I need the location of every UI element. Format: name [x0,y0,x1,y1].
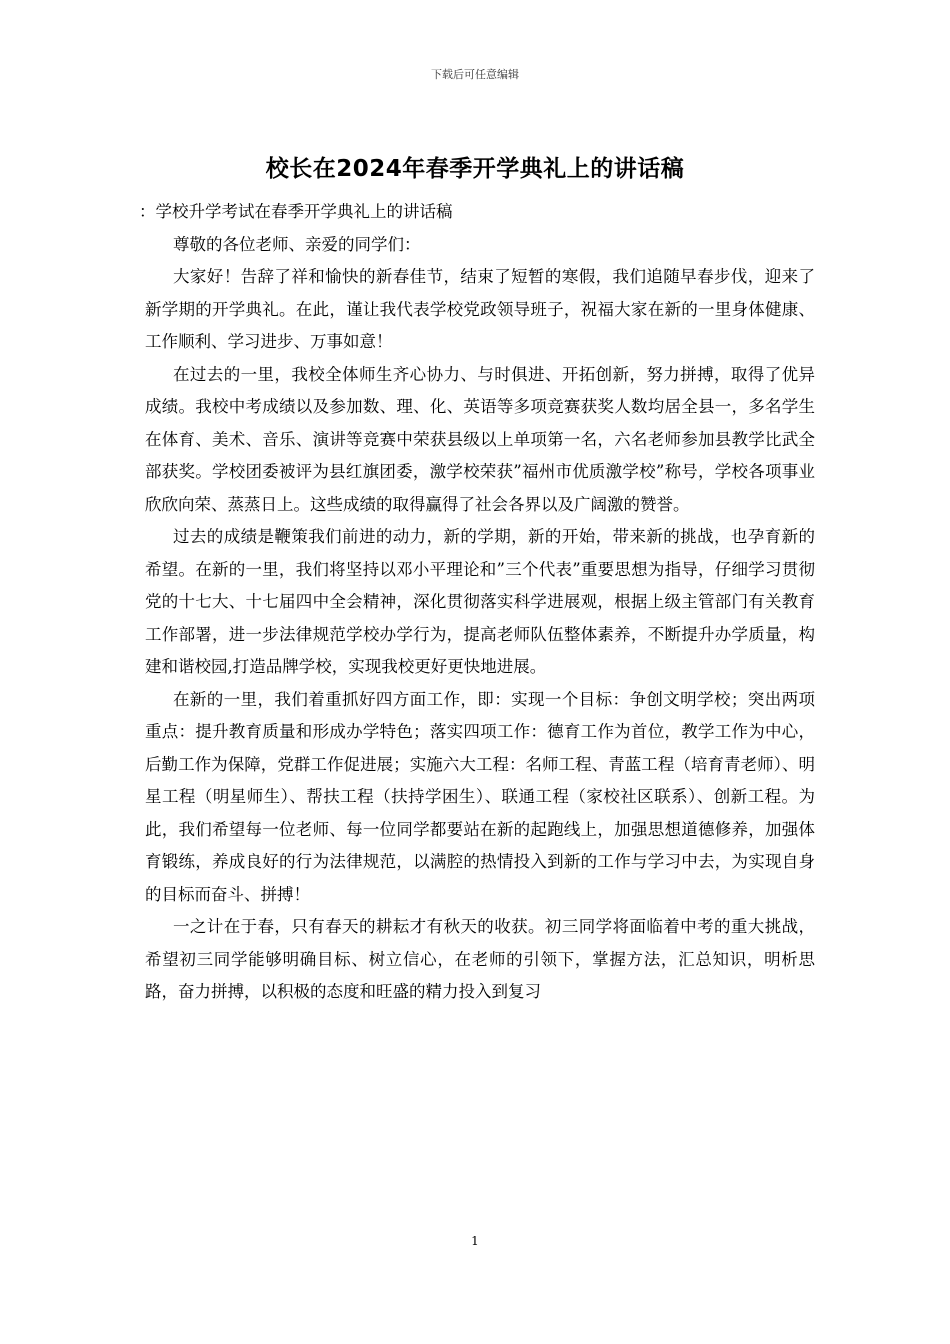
new-semester-paragraph: 过去的成绩是鞭策我们前进的动力，新的学期，新的开始，带来新的挑战，也孕育新的希望。在新的一里，我们将坚持以邓小平理论和”三个代表”重要思想为指导，仔细学习贯彻党的十七大、十七届四中全会精神，深化贯彻落实科学进展观，根据上级主管部门有关教育工作部署，进一步法律规范学校办学行为，提高老师队伍整体素养，不断提升办学质量，构建和谐校园,打造品牌学校，实现我校更好更快地进展。 [145,527,815,676]
greeting-paragraph: 大家好！告辞了祥和愉快的新春佳节，结束了短暂的寒假，我们追随早春步伐，迎来了新学期的开学典礼。在此，谨让我代表学校党政领导班子，祝福大家在新的一里身体健康、工作顺利、学习进步、万事如意！ [145,267,815,351]
spring-paragraph: 一之计在于春，只有春天的耕耘才有秋天的收获。初三同学将面临着中考的重大挑战，希望初三同学能够明确目标、树立信心，在老师的引领下，掌握方法，汇总知识，明析思路，奋力拼搏，以积极的态度和旺盛的精力投入到复习 [145,917,815,1001]
document-subtitle: ：学校升学考试在春季开学典礼上的讲话稿 [139,202,453,221]
work-plan-paragraph: 在新的一里，我们着重抓好四方面工作，即：实现一个目标：争创文明学校；突出两项重点：提升教育质量和形成办学特色；落实四项工作：德育工作为首位，教学工作为中心，后勤工作为保障，党群工作促进展；实施六大工程：名师工程、青蓝工程（培育青老师）、明星工程（明星师生）、帮扶工程（扶持学困生）、联通工程（家校社区联系）、创新工程。为此，我们希望每一位老师、每一位同学都要站在新的起跑线上，加强思想道德修养，加强体育锻练，养成良好的行为法律规范，以满腔的热情投入到新的工作与学习中去，为实现自身的目标而奋斗、拼搏！ [145,689,815,904]
salutation-paragraph: 尊敬的各位老师、亲爱的同学们： [173,234,421,254]
document-title: 校长在2024年春季开学典礼上的讲话稿 [265,156,685,182]
header-note: 下载后可任意编辑 [431,68,519,81]
page-number: 1 [471,1234,479,1248]
document-body [139,196,815,1009]
achievements-paragraph: 在过去的一里，我校全体师生齐心协力、与时俱进、开拓创新，努力拼搏，取得了优异成绩。我校中考成绩以及参加数、理、化、英语等多项竞赛获奖人数均居全县一，多名学生在体育、美术、音乐、演讲等竞赛中荣获县级以上单项第一名，六名老师参加县教学比武全部获奖。学校团委被评为县红旗团委，激学校荣获”福州市优质激学校”称号，学校各项事业欣欣向荣、蒸蒸日上。这些成绩的取得赢得了社会各界以及广阔激的赞誉。 [145,364,815,514]
